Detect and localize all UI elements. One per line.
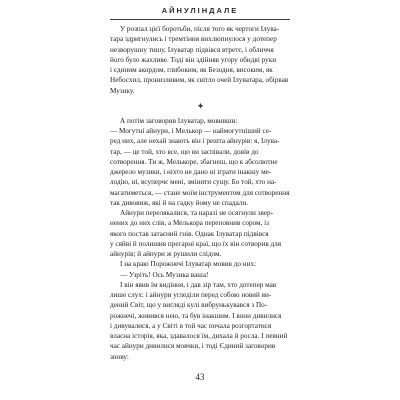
- body-text: [110, 24, 291, 362]
- text-line: рожнечі, живився нею, та був інакшим. І вони дивилися: [110, 311, 282, 320]
- text-line: час айнури дивилися мовчки, і тоді Єдиний заговорив: [110, 342, 276, 351]
- text-line: так дивовиж, які й на гадку йому не спадали.: [110, 198, 249, 207]
- running-header: АЙНУЛІНДАЛЕ: [161, 6, 239, 15]
- text-line: нених до них слів, а Мелькора переповнив сором, із: [110, 219, 270, 228]
- text-line: Небосхил, пронизливим, як світло очей Ілуватара, обірвав: [110, 76, 289, 85]
- page-number: 43: [195, 372, 205, 382]
- text-line: дений Світ, що у вигляді кулі вибрунькувався з По-: [110, 301, 268, 310]
- text-line: власна історія, яка, здавалося їм, дихала й росла. І певний: [110, 332, 288, 340]
- paragraph-3: [110, 208, 291, 259]
- text-line: незворушну тишу, Ілуватар підвівся втретє, і обличчя: [110, 45, 274, 54]
- text-line: айнурів; й айнури ж рушили слідом.: [110, 250, 222, 258]
- text-line: тара здригнулись і тремтіння вихлюпнулося у дотепер: [110, 35, 277, 44]
- paragraph-4: [110, 259, 291, 280]
- section-ornament-icon: ✦: [196, 100, 205, 111]
- text-line: і дивувалися, а у Світі в той час почала розгортатися: [110, 321, 272, 330]
- text-line: знову:: [110, 352, 129, 361]
- text-line: — Узріть! Ось Музика ваша!: [120, 270, 209, 279]
- header-rule: [110, 19, 290, 20]
- paragraph-5: [110, 280, 291, 362]
- text-line: його було жахливе. Тоді він здійняв угору обидві руки: [110, 55, 277, 64]
- text-line: тар, — це той, хто все, що ви заспівали, довів до: [110, 147, 259, 156]
- text-line: — Могутні айнури, і Мелькор — наймогутніший се-: [110, 127, 272, 135]
- text-line: ред них, але нехай знають він і решта айнурів: я, Ілува-: [110, 137, 280, 146]
- text-line: лодію, ні, всуперчє мені, змінити сущу. Бо той, хто на-: [110, 178, 277, 187]
- text-line: сотворення. Ти ж, Мелькоре, збагнеш, що к абсолютне: [110, 157, 278, 166]
- text-line: і єдиним акордом, глибоким, як Безодня, високим, як: [110, 66, 273, 74]
- text-line: у сяйві й полишив прегарні краї, що їх він сотворив для: [110, 239, 282, 248]
- text-line: магатиметься, — стане моїм інструментом для сотворення: [110, 188, 290, 197]
- paragraph-2: [110, 116, 291, 208]
- text-line: Айнури перелякалися, та наразі не осягнули звер-: [120, 209, 274, 217]
- text-line: І на краю Порожнечі Ілуватар мовив до них:: [120, 260, 257, 269]
- text-line: А потім заговорив Ілуватар, мовивши:: [120, 116, 238, 125]
- text-line: якого постав затаєний гнів. Однак Ілуватар підвівся: [110, 229, 269, 238]
- text-line: У розпал цієї боротьби, після того як чертоги Ілува-: [120, 25, 280, 33]
- text-line: І він явив їм видіння, і дав зір там, хто дотепер мав: [120, 280, 277, 289]
- text-line: Музику.: [110, 86, 135, 95]
- paragraph-1: [110, 24, 291, 96]
- text-line: джерело музики, і ніхто не дано ні іграти інакшу ме-: [110, 168, 272, 176]
- text-line: лише слух: і айнури угледіли перед собою новий ви-: [110, 291, 272, 299]
